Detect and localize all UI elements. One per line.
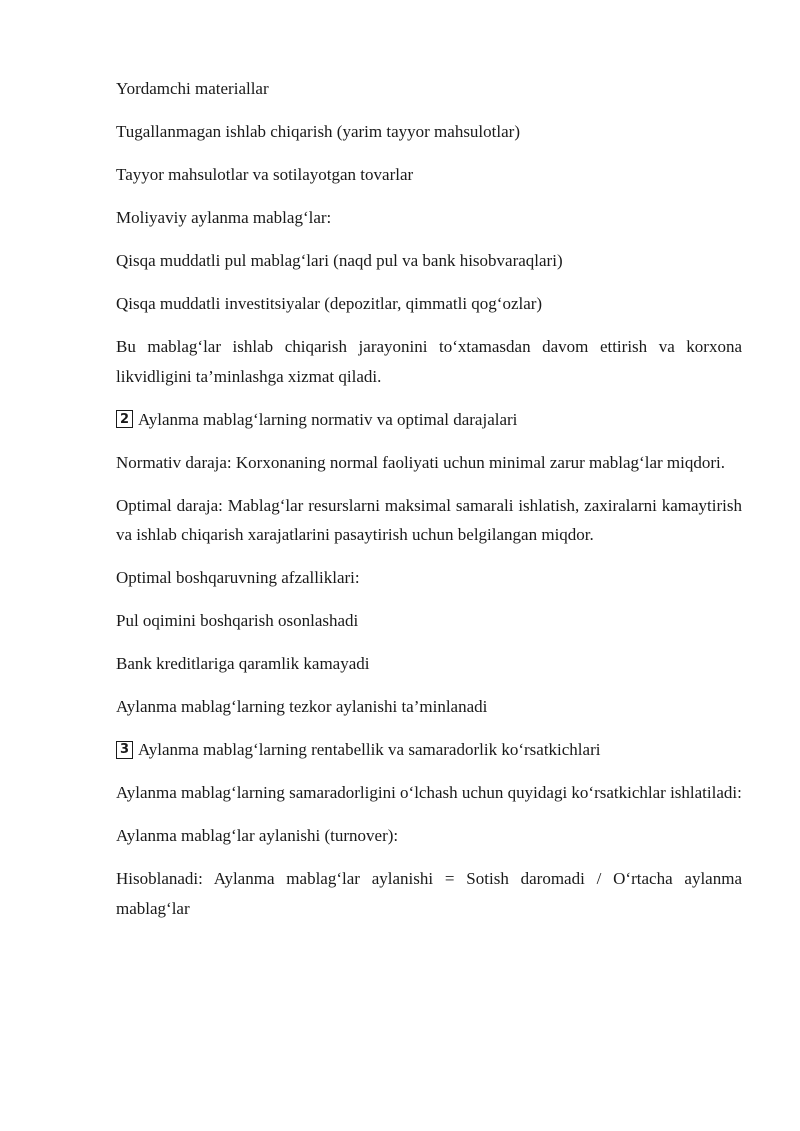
paragraph-short-term-cash: Qisqa muddatli pul mablag‘lari (naqd pul va bank hisobvaraqlari) [116, 251, 563, 270]
paragraph-cash-flow: Pul oqimini boshqarish osonlashadi [116, 611, 359, 630]
paragraph-normative-level: Normativ daraja: Korxonaning normal faoliyati uchun minimal zarur mablag‘lar miqdori. [116, 452, 725, 472]
section-heading-3 [116, 735, 742, 765]
number-3-icon: 3 [116, 741, 133, 759]
section-heading-3-title: Aylanma mablag‘larning rentabellik va samaradorlik ko‘rsatkichlari [138, 740, 601, 759]
paragraph-bank-credit: Bank kreditlariga qaramlik kamayadi [116, 654, 370, 673]
number-2-icon: 2 [116, 410, 133, 428]
section-heading-2 [116, 405, 742, 435]
paragraph-fast-turnover: Aylanma mablag‘larning tezkor aylanishi ta’minlanadi [116, 697, 488, 716]
paragraph-work-in-progress: Tugallanmagan ishlab chiqarish (yarim tayyor mahsulotlar) [116, 122, 520, 141]
paragraph-auxiliary-materials: Yordamchi materiallar [116, 79, 269, 98]
paragraph-short-term-investments: Qisqa muddatli investitsiyalar (depozitlar, qimmatli qog‘ozlar) [116, 294, 543, 313]
paragraph-financial-current-assets: Moliyaviy aylanma mablag‘lar: [116, 208, 332, 227]
paragraph-optimal-level: Optimal daraja: Mablag‘lar resurslarni maksimal samarali ishlatish, zaxiralarni kamaytirish va ishlab chiqarish xarajatlarini pasaytirish uchun belgilangan miqdor. [116, 495, 742, 544]
section-heading-2-title: Aylanma mablag‘larning normativ va optimal darajalari [138, 409, 518, 429]
document-body [116, 74, 742, 937]
paragraph-liquidity-purpose: Bu mablag‘lar ishlab chiqarish jarayonini to‘xtamasdan davom ettirish va korxona likvidligini ta’minlashga xizmat qiladi. [116, 337, 742, 386]
paragraph-efficiency-indicators: Aylanma mablag‘larning samaradorligini o‘lchash uchun quyidagi ko‘rsatkichlar ishlatiladi: [116, 783, 742, 802]
paragraph-finished-goods: Tayyor mahsulotlar va sotilayotgan tovarlar [116, 165, 414, 184]
paragraph-optimal-advantages: Optimal boshqaruvning afzalliklari: [116, 568, 360, 587]
paragraph-turnover-formula: Hisoblanadi: Aylanma mablag‘lar aylanishi = Sotish daromadi / O‘rtacha aylanma mablag‘lar [116, 869, 742, 918]
paragraph-turnover: Aylanma mablag‘lar aylanishi (turnover): [116, 826, 399, 845]
